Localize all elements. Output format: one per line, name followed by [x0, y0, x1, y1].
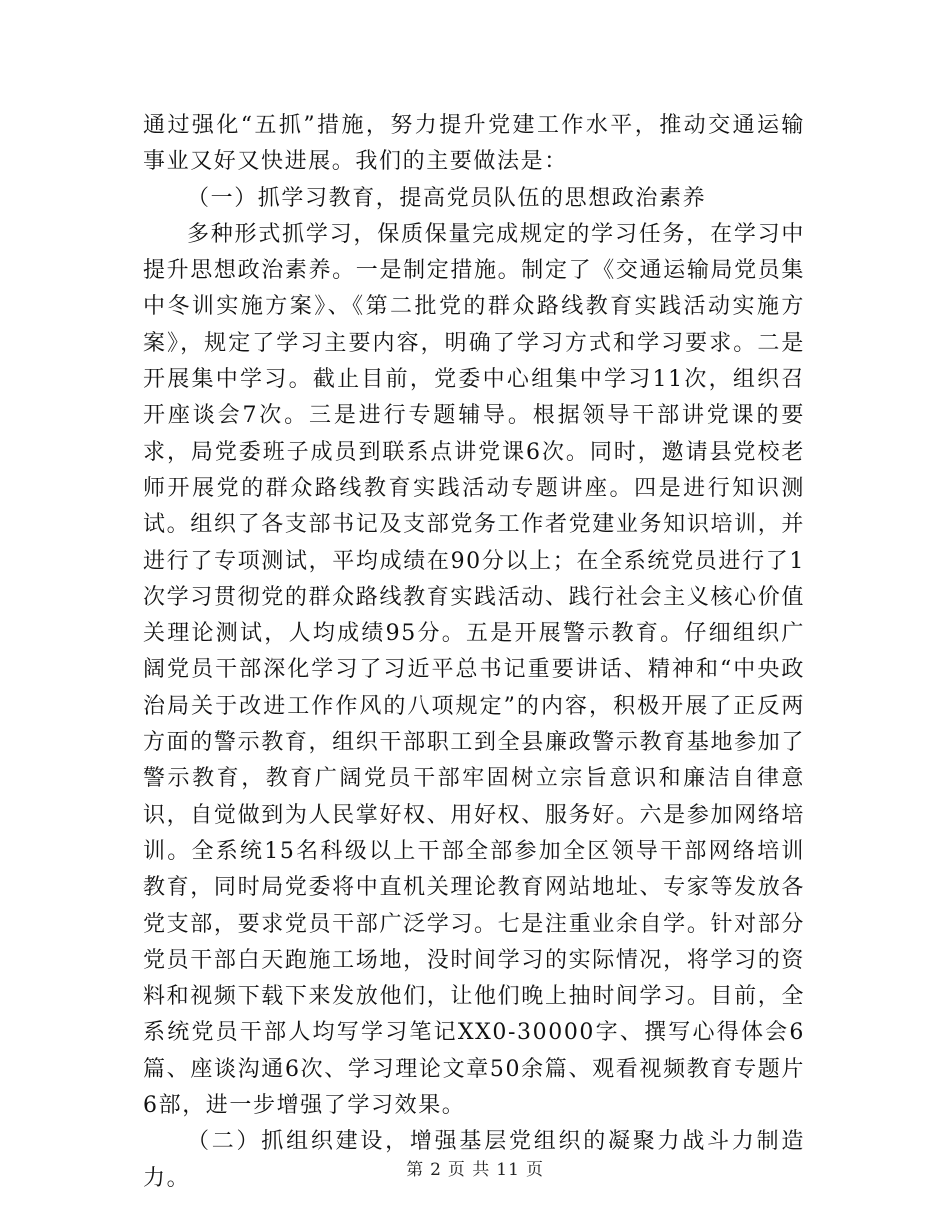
- footer-suffix: 页: [525, 1160, 544, 1180]
- footer-middle: 页 共: [447, 1160, 491, 1180]
- paragraph-intro: 通过强化“五抓”措施，努力提升党建工作水平，推动交通运输事业又好又快进展。我们的主要做法是：: [143, 113, 805, 175]
- footer-page-number: 2: [430, 1160, 442, 1180]
- section-heading-2: （二）抓组织建设，增强基层党组织的凝聚力战斗力制造力。: [143, 1129, 805, 1191]
- document-body: [143, 108, 805, 1197]
- section-heading-1: （一）抓学习教育，提高党员队伍的思想政治素养: [187, 185, 707, 211]
- paragraph-study-education: 多种形式抓学习，保质保量完成规定的学习任务，在学习中提升思想政治素养。一是制定措施。制定了《交通运输局党员集中冬训实施方案》、《第二批党的群众路线教育实践活动实施方案》，规定了学习主要内容，明确了学习方式和学习要求。二是开展集中学习。截止目前，党委中心组集中学习11次，组织召开座谈会7次。三是进行专题辅导。根据领导干部讲党课的要求，局党委班子成员到联系点讲党课6次。同时，邀请县党校老师开展党的群众路线教育实践活动专题讲座。四是进行知识测试。组织了各支部书记及支部党务工作者党建业务知识培训，并进行了专项测试，平均成绩在90分以上；在全系统党员进行了1次学习贯彻党的群众路线教育实践活动、践行社会主义核心价值关理论测试，人均成绩95分。五是开展警示教育。仔细组织广阔党员干部深化学习了习近平总书记重要讲话、精神和“中央政治局关于改进工作作风的八项规定”的内容，积极开展了正反两方面的警示教育，组织干部职工到全县廉政警示教育基地参加了警示教育，教育广阔党员干部牢固树立宗旨意识和廉洁自律意识，自觉做到为人民掌好权、用好权、服务好。六是参加网络培训。全系统15名科级以上干部全部参加全区领导干部网络培训教育，同时局党委将中直机关理论教育网站地址、专家等发放各党支部，要求党员干部广泛学习。七是注重业余自学。针对部分党员干部白天跑施工场地，没时间学习的实际情况，将学习的资料和视频下载下来发放他们，让他们晚上抽时间学习。目前，全系统党员干部人均写学习笔记XX0-30000字、撰写心得体会6篇、座谈沟通6次、学习理论文章50余篇、观看视频教育专题片6部，进一步增强了学习效果。: [143, 221, 805, 1119]
- footer-prefix: 第: [406, 1160, 425, 1180]
- page-footer: [0, 1155, 950, 1180]
- footer-total-pages: 11: [496, 1160, 520, 1180]
